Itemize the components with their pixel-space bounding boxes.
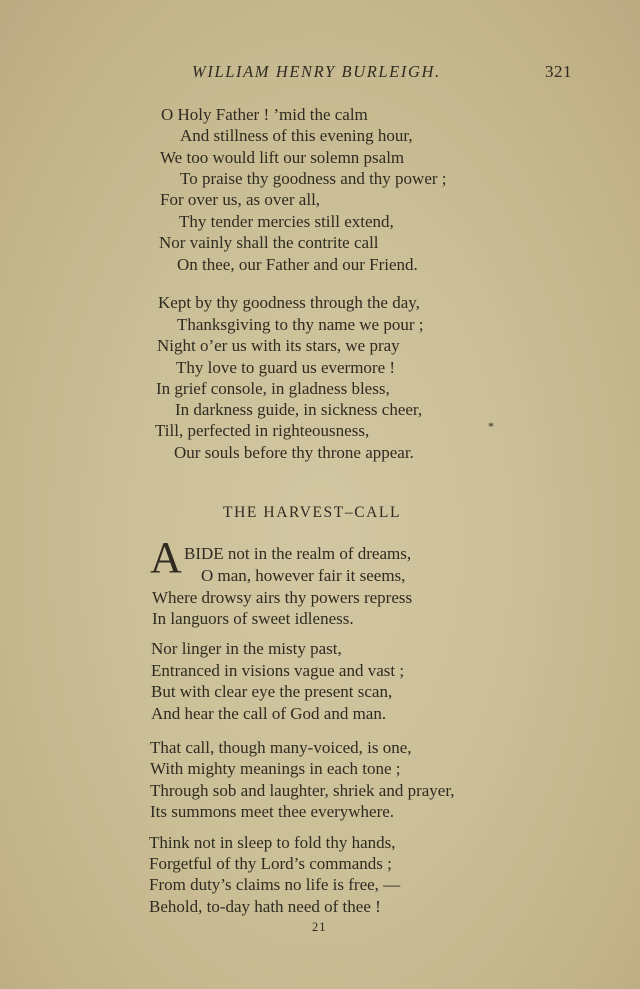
poem-line: Kept by thy goodness through the day, <box>158 293 420 312</box>
poem-line: But with clear eye the present scan, <box>151 682 393 701</box>
poem-line: Through sob and laughter, shriek and prayer, <box>150 781 455 800</box>
poem-line: Behold, to-day hath need of thee ! <box>149 897 381 916</box>
poem-line: In darkness guide, in sickness cheer, <box>175 400 423 419</box>
poem-line: From duty’s claims no life is free, — <box>149 875 401 894</box>
poem-line: Forgetful of thy Lord’s commands ; <box>149 854 392 873</box>
drop-cap: A <box>150 533 182 582</box>
poem-line: To praise thy goodness and thy power ; <box>180 169 447 188</box>
poem-line: With mighty meanings in each tone ; <box>150 759 401 778</box>
poem-line: O man, however fair it seems, <box>201 566 406 585</box>
poem-line: Thy tender mercies still extend, <box>179 212 394 231</box>
poem-line: O Holy Father ! ’mid the calm <box>161 105 368 124</box>
poem-line: Its summons meet thee everywhere. <box>150 802 395 821</box>
poem-line: And hear the call of God and man. <box>151 704 387 723</box>
poem-line: For over us, as over all, <box>160 190 321 209</box>
poem-line: In languors of sweet idleness. <box>152 609 354 628</box>
poem-line: Thy love to guard us evermore ! <box>176 358 396 377</box>
signature-mark: 21 <box>312 920 327 934</box>
poem-line: We too would lift our solemn psalm <box>160 148 405 167</box>
poem-line: Nor vainly shall the contrite call <box>159 233 379 252</box>
poem-line: Think not in sleep to fold thy hands, <box>149 833 396 852</box>
poem-line: Nor linger in the misty past, <box>151 639 342 658</box>
poem-title: THE HARVEST–CALL <box>223 504 402 521</box>
poem-line: On thee, our Father and our Friend. <box>177 255 418 274</box>
poem-line: BIDE not in the realm of dreams, <box>184 544 412 563</box>
poem-line: In grief console, in gladness bless, <box>156 379 390 398</box>
poem-line: Our souls before thy throne appear. <box>174 443 414 462</box>
margin-mark: * <box>488 419 494 433</box>
poem-line: Night o’er us with its stars, we pray <box>157 336 400 355</box>
poem-line: That call, though many-voiced, is one, <box>150 738 412 757</box>
page-number: 321 <box>545 62 572 81</box>
poem-line: Thanksgiving to thy name we pour ; <box>177 315 424 334</box>
poem-line: Till, perfected in righteousness, <box>155 421 370 440</box>
poem-line: Where drowsy airs thy powers repress <box>152 588 413 607</box>
poem-line: And stillness of this evening hour, <box>180 126 413 145</box>
running-head: WILLIAM HENRY BURLEIGH. <box>192 62 441 81</box>
poem-line: Entranced in visions vague and vast ; <box>151 661 405 680</box>
